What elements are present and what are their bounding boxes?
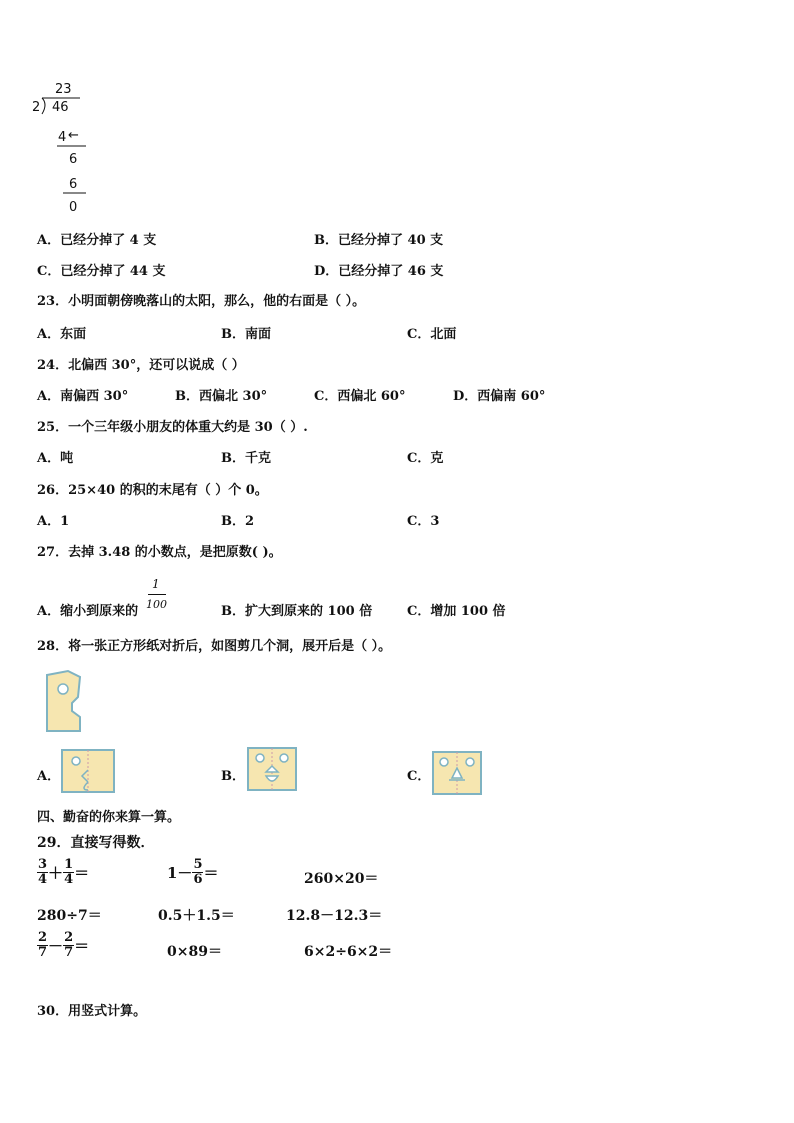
q29-r2c2: 0.5＋1.5＝ (158, 908, 235, 924)
q29-r2c3: 12.8－12.3＝ (286, 908, 383, 924)
q28-option-a-label[interactable]: A． (37, 769, 61, 784)
q25-option-a[interactable]: A．吨 (37, 451, 74, 466)
q29-r1c2: 1－ $\frac{5}{6}$ ＝ (167, 857, 219, 887)
q27-stem: 27．去掉 3.48 的小数点，是把原数( )。 (37, 545, 282, 560)
q30-stem: 30．用竖式计算。 (37, 1004, 147, 1019)
q29-r3c2: 0×89＝ (167, 944, 222, 960)
section4-title: 四、勤奋的你来算一算。 (37, 810, 181, 825)
q29-stem: 29．直接写得数． (37, 835, 155, 851)
q23-stem: 23．小明面朝傍晚落山的太阳，那么，他的右面是（ ）。 (37, 294, 366, 309)
option-b-unfolded-svg (246, 746, 298, 792)
q26-option-c[interactable]: C．3 (407, 514, 440, 529)
q28-option-a-image[interactable] (60, 748, 116, 798)
q29-r3c3: 6×2÷6×2＝ (304, 944, 393, 960)
division-step1: 4 (58, 130, 67, 145)
division-divisor: 2 (32, 100, 41, 115)
option-a-unfolded-svg (60, 748, 116, 794)
fraction-2-7-a: $\frac{2}{7}$ (38, 930, 48, 960)
division-remainder: 0 (69, 200, 78, 215)
q24-option-c[interactable]: C．西偏北 60° (314, 389, 406, 404)
option-c-unfolded-svg (431, 750, 483, 796)
q27-fraction-denominator: 100 (146, 598, 167, 611)
q29-r3c1: $\frac{2}{7}$ － $\frac{2}{7}$ ＝ (38, 930, 90, 960)
q29-r1c3: 260×20＝ (304, 871, 379, 887)
q27-option-c[interactable]: C．增加 100 倍 (407, 604, 506, 619)
q23-option-b[interactable]: B．南面 (221, 327, 272, 342)
q24-option-d[interactable]: D．西偏南 60° (453, 389, 546, 404)
q22-option-d[interactable]: D．已经分掉了 46 支 (314, 264, 444, 279)
division-step2: 6 (69, 152, 78, 167)
q28-option-b-image[interactable] (246, 746, 298, 796)
q28-option-b-label[interactable]: B． (221, 769, 245, 784)
q27-fraction-bar (148, 594, 166, 595)
q29-r1c1: $\frac{3}{4}$ ＋ $\frac{1}{4}$ ＝ (38, 857, 90, 887)
q26-option-b[interactable]: B．2 (221, 514, 255, 529)
q25-option-c[interactable]: C．克 (407, 451, 444, 466)
q29-r2c1: 280÷7＝ (37, 908, 102, 924)
q25-stem: 25．一个三年级小朋友的体重大约是 30（ ）. (37, 420, 308, 435)
q24-option-b[interactable]: B．西偏北 30° (175, 389, 268, 404)
q23-option-a[interactable]: A．东面 (37, 327, 87, 342)
folded-paper-figure (44, 667, 84, 739)
q25-option-b[interactable]: B．千克 (221, 451, 272, 466)
q22-option-b[interactable]: B．已经分掉了 40 支 (314, 233, 444, 248)
q27-option-a[interactable]: A．缩小到原来的 (37, 604, 139, 619)
q28-option-c-image[interactable] (431, 750, 483, 800)
q24-stem: 24．北偏西 30°，还可以说成（ ） (37, 358, 245, 373)
division-quotient: 23 (55, 82, 72, 97)
long-division-figure (30, 80, 100, 220)
fraction-5-6: $\frac{5}{6}$ (193, 857, 203, 887)
q27-option-b[interactable]: B．扩大到原来的 100 倍 (221, 604, 373, 619)
division-arrow: ← (68, 128, 79, 143)
fraction-2-7-b: $\frac{2}{7}$ (64, 930, 74, 960)
q22-option-c[interactable]: C．已经分掉了 44 支 (37, 264, 166, 279)
division-step3: 6 (69, 177, 78, 192)
q24-option-a[interactable]: A．南偏西 30° (37, 389, 129, 404)
folded-paper-svg (44, 667, 84, 735)
q22-option-a[interactable]: A．已经分掉了 4 支 (37, 233, 157, 248)
fraction-3-4: $\frac{3}{4}$ (38, 857, 48, 887)
q26-stem: 26．25×40 的积的末尾有（ ）个 0。 (37, 483, 268, 498)
q28-option-c-label[interactable]: C． (407, 769, 431, 784)
q23-option-c[interactable]: C．北面 (407, 327, 457, 342)
division-dividend: 46 (52, 100, 69, 115)
q27-fraction-numerator: 1 (152, 577, 160, 591)
q26-option-a[interactable]: A．1 (37, 514, 70, 529)
fraction-1-4: $\frac{1}{4}$ (64, 857, 74, 887)
q28-stem: 28．将一张正方形纸对折后，如图剪几个洞，展开后是（ ）。 (37, 639, 392, 654)
